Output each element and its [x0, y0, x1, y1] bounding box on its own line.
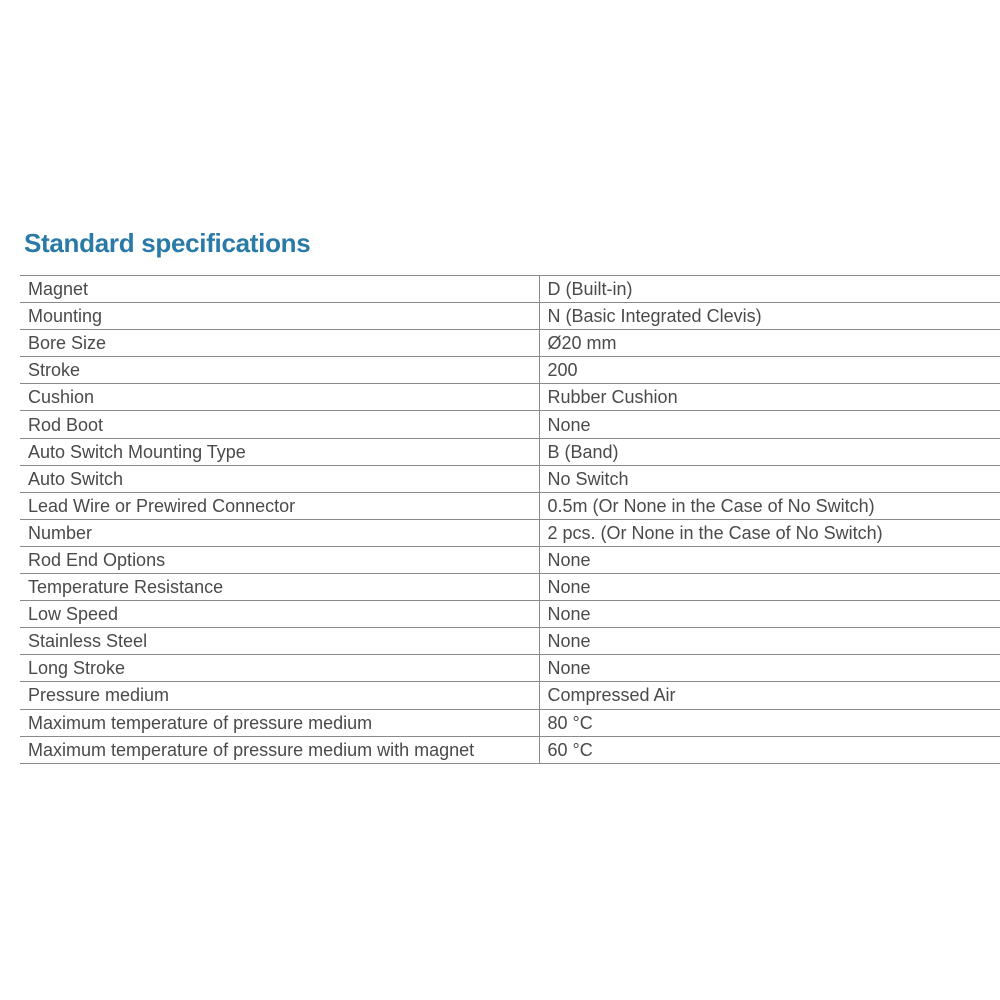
specifications-table	[20, 275, 1000, 764]
spec-label: Rod End Options	[20, 546, 539, 573]
spec-value: None	[539, 574, 1000, 601]
table-row	[20, 276, 1000, 303]
spec-value: Rubber Cushion	[539, 384, 1000, 411]
table-row	[20, 411, 1000, 438]
spec-label: Maximum temperature of pressure medium with magnet	[20, 736, 539, 763]
spec-value: Compressed Air	[539, 682, 1000, 709]
spec-value: None	[539, 546, 1000, 573]
table-row	[20, 519, 1000, 546]
table-row	[20, 546, 1000, 573]
table-row	[20, 709, 1000, 736]
spec-value: Ø20 mm	[539, 330, 1000, 357]
spec-value: No Switch	[539, 465, 1000, 492]
spec-label: Auto Switch Mounting Type	[20, 438, 539, 465]
page-title: Standard specifications	[24, 228, 311, 258]
spec-value: None	[539, 601, 1000, 628]
table-row	[20, 655, 1000, 682]
spec-value: 80 °C	[539, 709, 1000, 736]
spec-value: 0.5m (Or None in the Case of No Switch)	[539, 492, 1000, 519]
spec-value: N (Basic Integrated Clevis)	[539, 303, 1000, 330]
table-row	[20, 330, 1000, 357]
spec-label: Rod Boot	[20, 411, 539, 438]
spec-value: 200	[539, 357, 1000, 384]
spec-label: Lead Wire or Prewired Connector	[20, 492, 539, 519]
spec-label: Low Speed	[20, 601, 539, 628]
spec-label: Cushion	[20, 384, 539, 411]
spec-label: Magnet	[20, 276, 539, 303]
spec-label: Pressure medium	[20, 682, 539, 709]
spec-value: 2 pcs. (Or None in the Case of No Switch)	[539, 519, 1000, 546]
spec-value: None	[539, 411, 1000, 438]
table-row	[20, 465, 1000, 492]
spec-value: B (Band)	[539, 438, 1000, 465]
table-row	[20, 628, 1000, 655]
spec-label: Number	[20, 519, 539, 546]
table-row	[20, 303, 1000, 330]
table-row	[20, 492, 1000, 519]
spec-label: Temperature Resistance	[20, 574, 539, 601]
spec-value: D (Built-in)	[539, 276, 1000, 303]
spec-value: None	[539, 655, 1000, 682]
spec-label: Stroke	[20, 357, 539, 384]
specifications-table-body	[20, 276, 1000, 764]
table-row	[20, 736, 1000, 763]
table-row	[20, 574, 1000, 601]
table-row	[20, 357, 1000, 384]
spec-value: None	[539, 628, 1000, 655]
table-row	[20, 682, 1000, 709]
table-row	[20, 438, 1000, 465]
spec-label: Auto Switch	[20, 465, 539, 492]
spec-label: Mounting	[20, 303, 539, 330]
spec-value: 60 °C	[539, 736, 1000, 763]
spec-label: Bore Size	[20, 330, 539, 357]
spec-label: Stainless Steel	[20, 628, 539, 655]
table-row	[20, 384, 1000, 411]
table-row	[20, 601, 1000, 628]
spec-label: Maximum temperature of pressure medium	[20, 709, 539, 736]
spec-label: Long Stroke	[20, 655, 539, 682]
